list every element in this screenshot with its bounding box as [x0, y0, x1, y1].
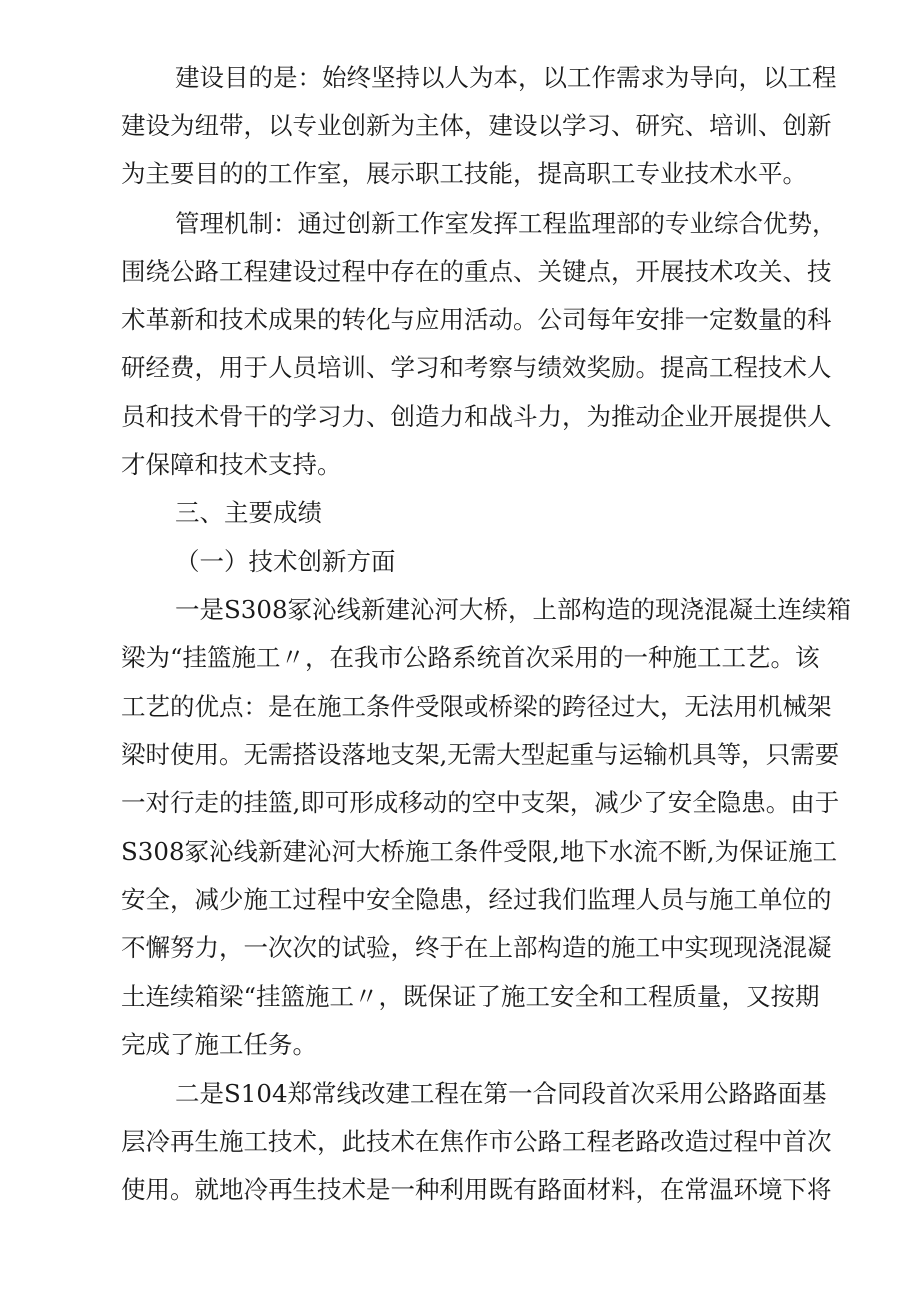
paragraph-line: 安全，减少施工过程中安全隐患，经过我们监理人员与施工单位的	[121, 885, 832, 914]
paragraph-line: 一对行走的挂篮,即可形成移动的空中支架，减少了安全隐患。由于	[121, 788, 840, 817]
paragraph-line: 建设目的是：始终坚持以人为本，以工作需求为导向，以工程	[175, 63, 837, 92]
paragraph-line: S308冢沁线新建沁河大桥施工条件受限,地下水流不断,为保证施工	[121, 837, 838, 866]
paragraph-line: 才保障和技术支持。	[121, 450, 342, 479]
paragraph-line: 术革新和技术成果的转化与应用活动。公司每年安排一定数量的科	[121, 305, 832, 334]
subsection-heading: （一）技术创新方面	[175, 547, 396, 576]
paragraph-line: 研经费，用于人员培训、学习和考察与绩效奖励。提高工程技术人	[121, 353, 832, 382]
paragraph-line: 员和技术骨干的学习力、创造力和战斗力，为推动企业开展提供人	[121, 402, 832, 431]
paragraph-line: 完成了施工任务。	[121, 1030, 317, 1059]
paragraph-line: 不懈努力，一次次的试验，终于在上部构造的施工中实现现浇混凝	[121, 933, 832, 962]
paragraph-line: 工艺的优点：是在施工条件受限或桥梁的跨径过大，无法用机械架	[121, 692, 832, 721]
paragraph-line: 建设为纽带，以专业创新为主体，建设以学习、研究、培训、创新	[121, 111, 832, 140]
paragraph-line: 管理机制：通过创新工作室发挥工程监理部的专业综合优势，	[175, 209, 837, 238]
paragraph-line: 层冷再生施工技术，此技术在焦作市公路工程老路改造过程中首次	[121, 1127, 832, 1156]
paragraph-line: 梁时使用。无需搭设落地支架,无需大型起重与运输机具等，只需要	[121, 740, 840, 769]
paragraph-line: 一是S308冢沁线新建沁河大桥，上部构造的现浇混凝土连续箱	[175, 595, 852, 624]
paragraph-line: 围绕公路工程建设过程中存在的重点、关键点，开展技术攻关、技	[121, 257, 832, 286]
paragraph-line: 使用。就地冷再生技术是一种利用既有路面材料，在常温环境下将	[121, 1175, 832, 1204]
paragraph-line: 梁为“挂篮施工〃，在我市公路系统首次采用的一种施工工艺。该	[121, 643, 820, 672]
paragraph-line: 土连续箱梁“挂篮施工〃，既保证了施工安全和工程质量，又按期	[121, 982, 820, 1011]
paragraph-line: 为主要目的的工作室，展示职工技能，提高职工专业技术水平。	[121, 159, 807, 188]
paragraph-line: 二是S104郑常线改建工程在第一合同段首次采用公路路面基	[175, 1079, 827, 1108]
section-heading: 三、主要成绩	[175, 498, 322, 527]
